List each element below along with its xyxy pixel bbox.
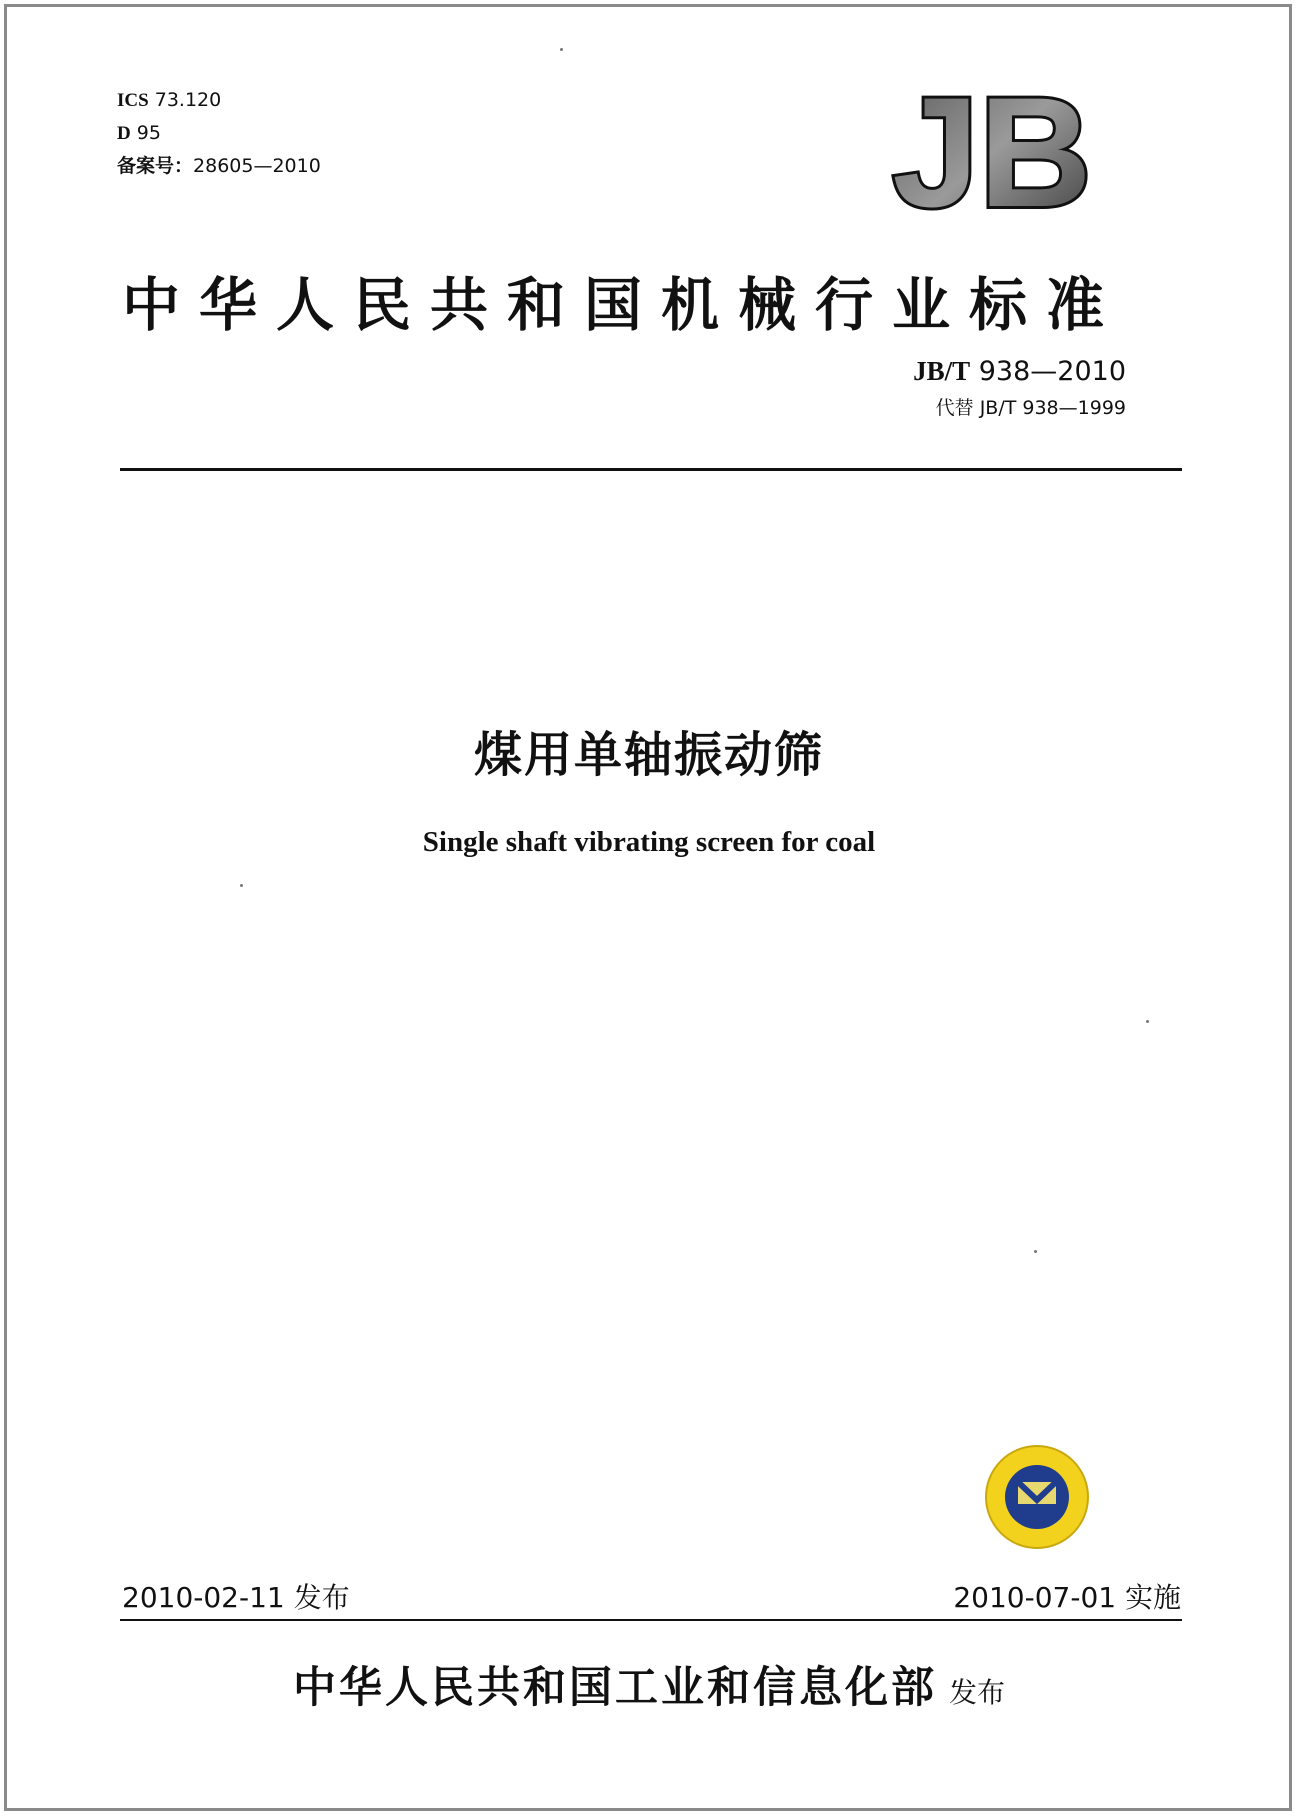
publisher-seal [984,1444,1090,1550]
header-rule [120,468,1182,471]
publisher-name: 中华人民共和国工业和信息化部 [292,1663,937,1713]
jb-logo-text: JB [892,86,1092,216]
standard-category: 中华人民共和国机械行业标准 [122,271,1124,339]
implement-date: 2010-07-01 实施 [953,1581,1181,1614]
issue-date: 2010-02-11 发布 [122,1581,350,1614]
standard-number: JB/T 938—2010 [913,356,1126,387]
scan-speck [560,48,563,51]
scan-speck [1034,1250,1037,1253]
publisher-line [0,1654,1298,1715]
scan-speck [1146,1020,1149,1023]
standard-number-block [913,356,1126,420]
jb-logo [872,86,1112,216]
scan-speck [240,884,243,887]
title-chinese: 煤用单轴振动筛 [473,727,824,783]
ics-code: ICS 73.120 [117,89,222,111]
publisher-action: 发布 [948,1676,1005,1709]
filing-number: 备案号：28605—2010 [117,155,321,177]
title-english: Single shaft vibrating screen for coal [422,826,876,858]
ccs-code: D 95 [117,122,161,144]
replaces-note: 代替 JB/T 938—1999 [935,397,1126,419]
classification-block [117,84,321,182]
footer-rule [120,1619,1182,1621]
